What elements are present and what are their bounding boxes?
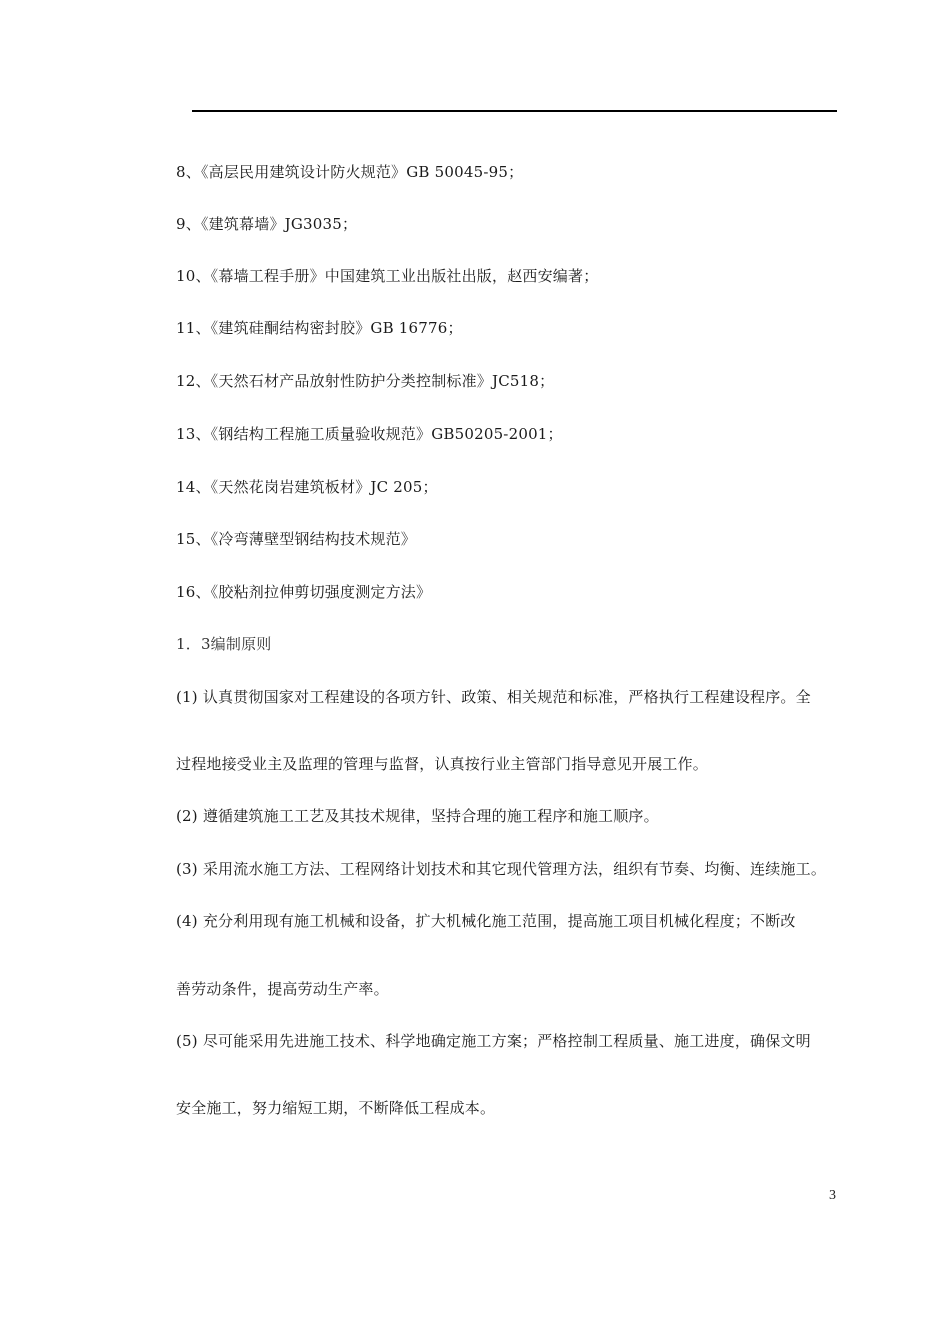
- reference-item: 13、《钢结构工程施工质量验收规范》GB50205-2001；: [176, 425, 563, 443]
- principle-item-continuation: 善劳动条件，提高劳动生产率。: [176, 980, 389, 998]
- reference-item: 9、《建筑幕墙》JG3035；: [176, 215, 358, 233]
- principle-item-line: (3) 采用流水施工方法、工程网络计划技术和其它现代管理方法，组织有节奏、均衡、连续施工。: [176, 860, 827, 878]
- principle-item-line: (2) 遵循建筑施工工艺及其技术规律，坚持合理的施工程序和施工顺序。: [176, 807, 659, 825]
- reference-item: 12、《天然石材产品放射性防护分类控制标准》JC518；: [176, 372, 555, 390]
- reference-item: 8、《高层民用建筑设计防火规范》GB 50045-95；: [176, 163, 524, 181]
- reference-item: 11、《建筑硅酮结构密封胶》GB 16776；: [176, 319, 463, 337]
- principle-item-line: (1) 认真贯彻国家对工程建设的各项方针、政策、相关规范和标准，严格执行工程建设程序。全: [176, 688, 811, 706]
- reference-item: 15、《冷弯薄壁型钢结构技术规范》: [176, 530, 416, 548]
- principle-item-continuation: 过程地接受业主及监理的管理与监督，认真按行业主管部门指导意见开展工作。: [176, 755, 709, 773]
- principle-item-line: (4) 充分利用现有施工机械和设备，扩大机械化施工范围，提高施工项目机械化程度；不断改: [176, 912, 796, 930]
- header-rule: [192, 110, 837, 112]
- principle-item-continuation: 安全施工，努力缩短工期，不断降低工程成本。: [176, 1099, 496, 1117]
- reference-item: 10、《幕墙工程手册》中国建筑工业出版社出版，赵西安编著；: [176, 267, 599, 285]
- reference-item: 14、《天然花岗岩建筑板材》JC 205；: [176, 478, 438, 496]
- reference-item: 16、《胶粘剂拉伸剪切强度测定方法》: [176, 583, 432, 601]
- section-heading: 1．3编制原则: [176, 635, 272, 653]
- principle-item-line: (5) 尽可能采用先进施工技术、科学地确定施工方案；严格控制工程质量、施工进度，确保文明: [176, 1032, 811, 1050]
- page-number: 3: [829, 1188, 836, 1203]
